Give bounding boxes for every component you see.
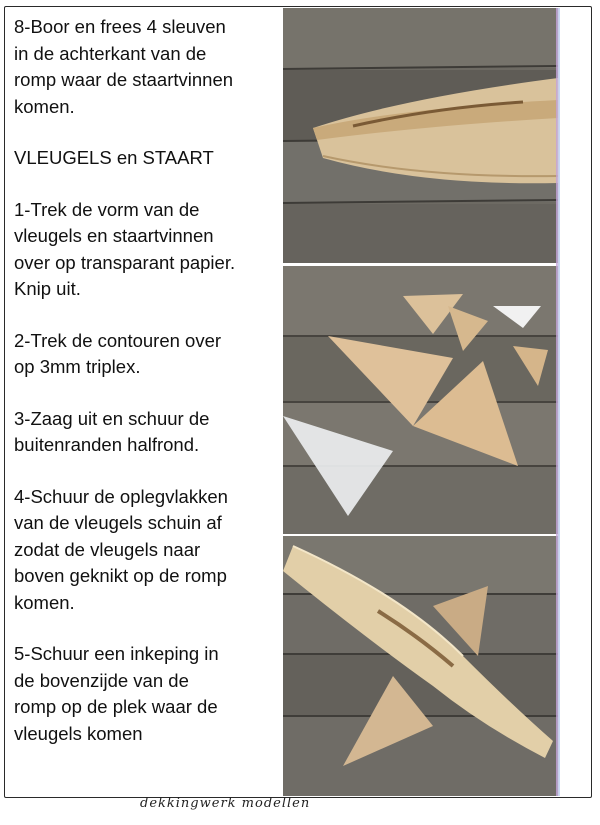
step-8-line-1: 8-Boor en frees 4 sleuven: [14, 16, 226, 37]
step-5-line-3: romp op de plek waar de: [14, 696, 218, 717]
step-3-line-1: 3-Zaag uit en schuur de: [14, 407, 210, 429]
step-5-line-4: vleugels komen: [14, 722, 143, 744]
step-8-line-3: romp waar de staartvinnen: [14, 69, 234, 90]
step-1-line-3: over op transparant papier.: [14, 251, 236, 273]
photo-strip: [283, 8, 558, 796]
step-2-line-2: op 3mm triplex.: [14, 356, 141, 377]
step-5-line-2: de bovenzijde van de: [14, 669, 189, 691]
scan-edge-artifact: [556, 8, 560, 796]
step-1-line-4: Knip uit.: [14, 278, 81, 299]
photo-fuselage-slots-image: [283, 8, 558, 263]
step-4-line-4: boven geknikt op de romp: [14, 565, 227, 586]
step-1: [14, 197, 289, 303]
step-5: [14, 641, 289, 747]
step-3: [14, 406, 289, 459]
step-4-line-3: zodat de vleugels naar: [14, 538, 201, 560]
step-4-line-5: komen.: [14, 591, 75, 613]
photo-wing-templates-image: [283, 266, 558, 534]
step-4: [14, 484, 289, 617]
step-1-line-2: vleugels en staartvinnen: [14, 225, 214, 246]
step-2-line-1: 2-Trek de contouren over: [14, 329, 222, 351]
instructions-column: [14, 14, 289, 772]
section-heading: VLEUGELS en STAART: [14, 147, 214, 168]
signature-watermark: dekkingwerk modellen: [140, 796, 311, 811]
step-8-line-4: komen.: [14, 95, 75, 117]
photo-wing-templates: [283, 266, 558, 534]
step-8-line-2: in de achterkant van de: [14, 42, 207, 64]
step-4-line-2: van de vleugels schuin af: [14, 512, 222, 533]
step-3-line-2: buitenranden halfrond.: [14, 434, 200, 455]
step-2: [14, 328, 289, 381]
photo-wing-notch-image: [283, 536, 558, 796]
step-4-line-1: 4-Schuur de oplegvlakken: [14, 485, 228, 507]
step-5-line-1: 5-Schuur een inkeping in: [14, 643, 219, 664]
step-1-line-1: 1-Trek de vorm van de: [14, 198, 200, 220]
step-8: [14, 14, 289, 120]
photo-wing-notch: [283, 536, 558, 796]
photo-fuselage-slots: [283, 8, 558, 263]
